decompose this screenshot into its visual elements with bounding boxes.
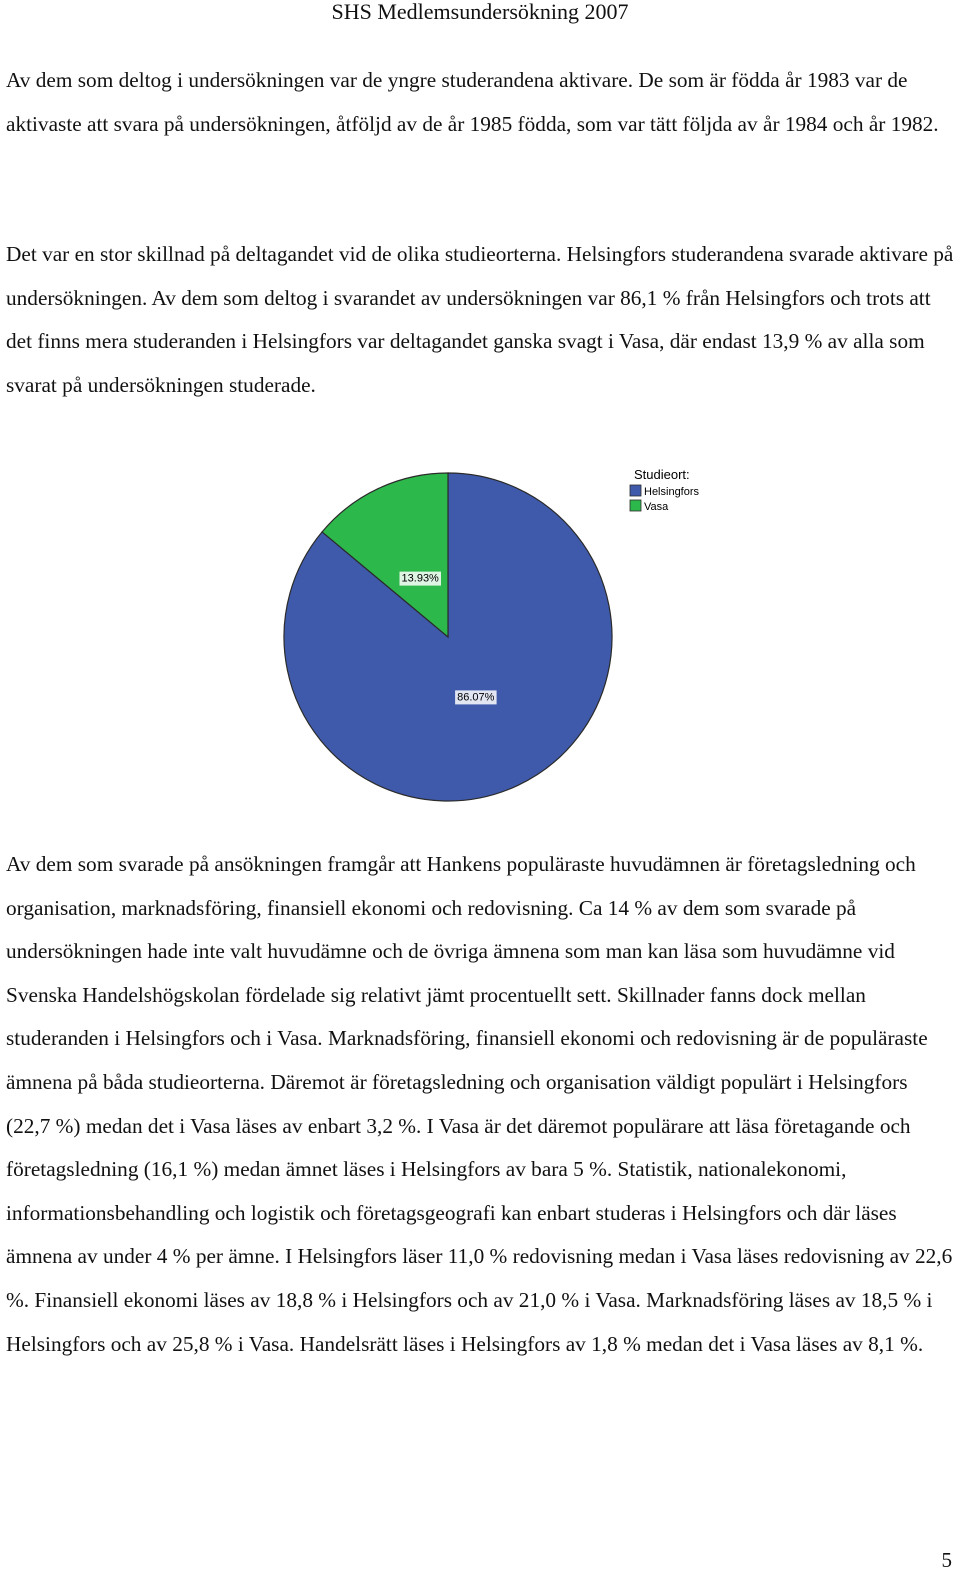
legend-title: Studieort: xyxy=(634,467,690,482)
pie-chart-studieort xyxy=(280,465,720,815)
legend-label-helsingfors: Helsingfors xyxy=(644,486,700,498)
paragraph-age-participation: Av dem som deltog i undersökningen var de yngre studerandena aktivare. De som är födda år 1983 var de aktivaste att svara på undersökningen, åtföljd av de år 1985 födda, som var tätt följda av år 1984 och år 1982. xyxy=(6,68,939,136)
pie-label-vasa: 13.93% xyxy=(401,572,439,585)
paragraph-study-location: Det var en stor skillnad på deltagandet vid de olika studieorterna. Helsingfors studerandena svarade aktivare på undersökningen. Av dem som deltog i svarandet av undersökningen var 86,1 % från Helsingfors och trots att det finns mera studeranden i Helsingfors var deltagandet ganska svagt i Vasa, där endast 13,9 % av alla som svarat på undersökningen studerade. xyxy=(6,242,954,397)
pie-chart-svg xyxy=(280,465,720,815)
paragraph-major-subjects: Av dem som svarade på ansökningen framgår att Hankens populäraste huvudämnen är företagsledning och organisation, marknadsföring, finansiell ekonomi och redovisning. Ca 14 % av dem som svarade på undersökningen hade inte valt huvudämne och de övriga ämnena som man kan läsa som huvudämne vid Svenska Handelshögskolan fördelade sig relativt jämt procentuellt sett. Skillnader fanns dock mellan studeranden i Helsingfors och i Vasa. Marknadsföring, finansiell ekonomi och redovisning är de populäraste ämnena på båda studieorterna. Däremot är företagsledning och organisation väldigt populärt i Helsingfors (22,7 %) medan det i Vasa läses av enbart 3,2 %. I Vasa är det däremot populärare att läsa företagande och företagsledning (16,1 %) medan ämnet läses i Helsingfors av bara 5 %. Statistik, nationalekonomi, informationsbehandling och logistik och företagsgeografi kan enbart studeras i Helsingfors och där läses ämnena av under 4 % per ämne. I Helsingfors läser 11,0 % redovisning medan i Vasa läses redovisning av 22,6 %. Finansiell ekonomi läses av 18,8 % i Helsingfors och av 21,0 % i Vasa. Marknadsföring läses av 18,5 % i Helsingfors och av 25,8 % i Vasa. Handelsrätt läses i Helsingfors av 1,8 % medan det i Vasa läses av 8,1 %. xyxy=(6,852,953,1356)
pie-label-helsingfors: 86.07% xyxy=(457,691,495,704)
legend-swatch-vasa xyxy=(630,500,641,511)
legend-swatch-helsingfors xyxy=(630,485,641,496)
page-header: SHS Medlemsundersökning 2007 xyxy=(331,0,629,24)
legend-label-vasa: Vasa xyxy=(644,501,669,513)
page-number: 5 xyxy=(941,1548,952,1572)
